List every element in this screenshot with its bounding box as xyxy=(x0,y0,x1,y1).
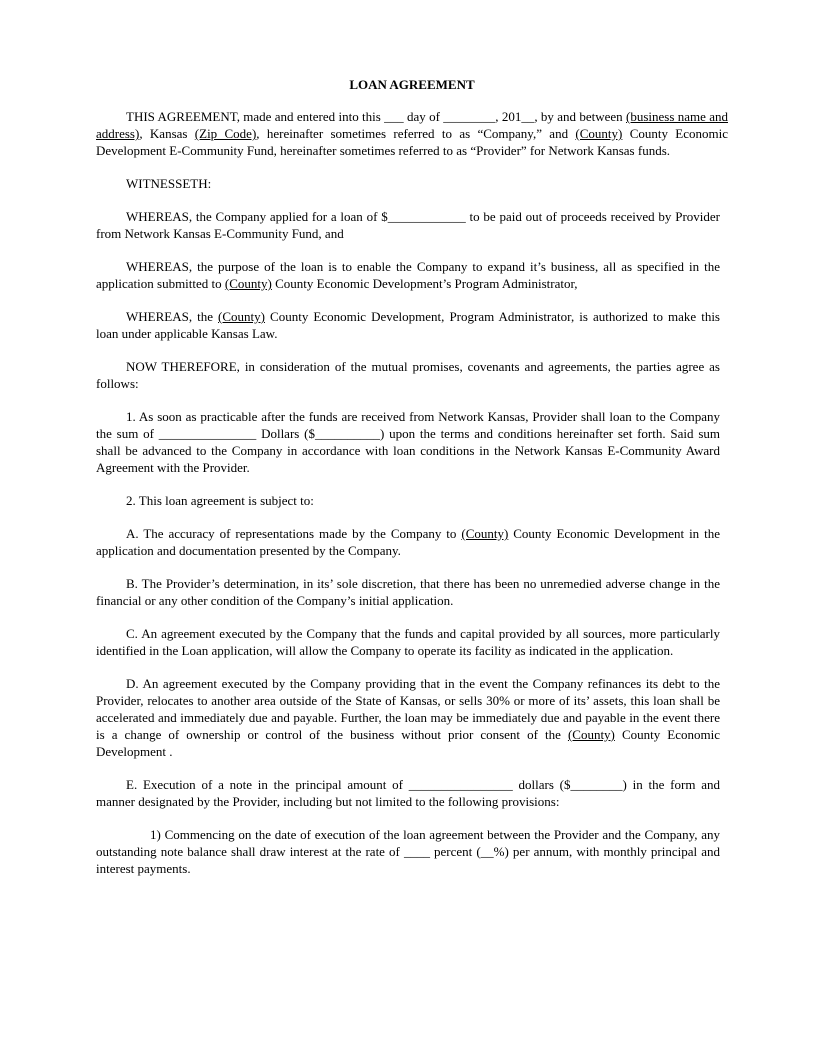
whereas-paragraph-1: WHEREAS, the Company applied for a loan of $____________ to be paid out of proceeds received by Provider from Network Kansas E-Community Fund, and xyxy=(96,209,720,241)
whereas2-text-2: County Economic Development’s Program Administrator, xyxy=(271,276,578,291)
intro-text-4: County Economic Development E-Community Fund, hereinafter sometimes referred to as “Provider” for Network Kansas funds. xyxy=(96,126,729,158)
item-d-paragraph xyxy=(96,675,720,760)
business-name-placeholder: (business name and address) xyxy=(96,109,728,141)
county-placeholder: (County) xyxy=(575,126,623,141)
intro-text-3: , hereinafter sometimes referred to as “Company,” and xyxy=(256,126,576,141)
item-1-paragraph: 1. As soon as practicable after the funds are received from Network Kansas, Provider shall loan to the Company the sum of _______________ Dollars ($__________) upon the terms and conditions hereinafter set forth. Said sum shall be advanced to the Company in accordance with loan conditions in the Network Kansas E-Community Award Agreement with the Provider. xyxy=(96,409,720,475)
county-placeholder: (County) xyxy=(567,727,615,742)
whereas3-text-2: County Economic Development, Program Administrator, is authorized to make this loan under applicable Kansas Law. xyxy=(96,309,720,341)
zip-code-placeholder: (Zip Code) xyxy=(194,126,257,141)
item-2-paragraph: 2. This loan agreement is subject to: xyxy=(126,493,314,508)
item-d-text-2: County Economic Development . xyxy=(96,727,720,759)
document-title: LOAN AGREEMENT xyxy=(349,77,475,92)
whereas3-text-1: WHEREAS, the xyxy=(126,309,219,324)
whereas2-text-1: WHEREAS, the purpose of the loan is to enable the Company to expand it’s business, all as specified in the application submitted to xyxy=(96,259,720,291)
item-d-text-1: D. An agreement executed by the Company providing that in the event the Company refinances its debt to the Provider, relocates to another area outside of the State of Kansas, or sells 30% or more of its’ assets, this loan shall be accelerated and immediately due and payable. Further, the loan may be immediately due and payable in the event there is a change of ownership or control of the business without prior consent of the xyxy=(96,676,720,742)
item-a-text-1: A. The accuracy of representations made by the Company to xyxy=(126,526,462,541)
item-a-text-2: County Economic Development in the application and documentation presented by the Company. xyxy=(96,526,720,558)
item-e1-paragraph: 1) Commencing on the date of execution of the loan agreement between the Provider and the Company, any outstanding note balance shall draw interest at the rate of ____ percent (__%) per annum, with monthly principal and interest payments. xyxy=(96,827,720,876)
whereas-paragraph-3 xyxy=(96,308,720,342)
whereas-paragraph-2 xyxy=(96,258,720,292)
county-placeholder: (County) xyxy=(224,276,272,291)
witnesseth-heading: WITNESSETH: xyxy=(126,176,212,191)
item-a-paragraph xyxy=(96,525,720,559)
intro-text-1: THIS AGREEMENT, made and entered into this ___ day of ________, 201__, by and between xyxy=(126,109,627,124)
county-placeholder: (County) xyxy=(461,526,509,541)
item-e-paragraph: E. Execution of a note in the principal amount of ________________ dollars ($________) in the form and manner designated by the Provider, including but not limited to the following provisions: xyxy=(96,777,720,809)
item-b-paragraph: B. The Provider’s determination, in its’ sole discretion, that there has been no unremedied adverse change in the financial or any other condition of the Company’s initial application. xyxy=(96,576,720,608)
item-c-paragraph: C. An agreement executed by the Company that the funds and capital provided by all sources, more particularly identified in the Loan application, will allow the Company to operate its facility as indicated in the application. xyxy=(96,626,720,658)
intro-text-2: , Kansas xyxy=(139,126,195,141)
intro-paragraph xyxy=(96,108,728,159)
county-placeholder: (County) xyxy=(218,309,265,324)
document-page xyxy=(96,76,728,893)
now-therefore-paragraph: NOW THEREFORE, in consideration of the mutual promises, covenants and agreements, the parties agree as follows: xyxy=(96,359,720,391)
